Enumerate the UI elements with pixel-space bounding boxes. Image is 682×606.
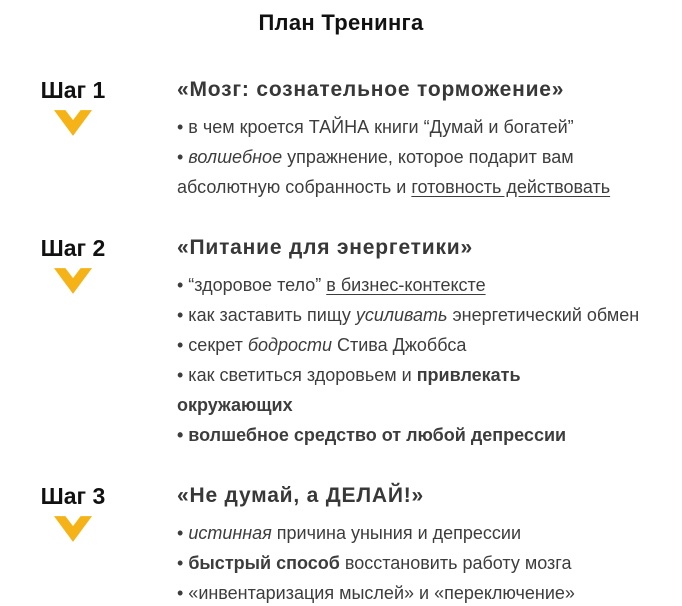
step-label: Шаг 2: [40, 235, 106, 261]
bullet-line: [177, 142, 680, 172]
text-segment: • как светиться здоровьем и: [177, 365, 417, 385]
bullet-line: [177, 300, 680, 330]
text-segment: • «инвентаризация мыслей» и «переключение»: [177, 583, 575, 603]
text-segment: • секрет: [177, 335, 248, 355]
text-segment: •: [177, 147, 189, 167]
text-segment: причина уныния и депрессии: [271, 523, 522, 543]
text-segment: энергетический обмен: [447, 305, 640, 325]
step-label: Шаг 3: [40, 483, 106, 509]
text-segment: Стива Джоббса: [331, 335, 467, 355]
section-heading: «Питание для энергетики»: [177, 236, 473, 259]
bullet-line: [177, 578, 680, 606]
bullet-line: [177, 112, 680, 142]
bullet-list: [177, 270, 680, 450]
section-heading: «Не думай, а ДЕЛАЙ!»: [177, 484, 425, 507]
content-column: [177, 234, 682, 450]
text-segment: • волшебное средство от любой депрессии: [177, 425, 567, 445]
chevron-down-icon: [54, 110, 92, 136]
text-segment: абсолютную собранность и: [177, 177, 412, 197]
section-step-1: [0, 76, 682, 202]
text-segment: готовность действовать: [411, 177, 611, 197]
bullet-line: [177, 330, 680, 360]
step-label: Шаг 1: [40, 77, 106, 103]
text-segment: истинная: [188, 523, 272, 543]
bullet-line: [177, 390, 680, 420]
text-segment: •: [177, 523, 189, 543]
step-column: [0, 76, 177, 141]
content-column: [177, 482, 682, 606]
text-segment: в бизнес-контексте: [326, 275, 486, 295]
text-segment: • в чем кроется ТАЙНА книги “Думай и богатей”: [177, 117, 574, 137]
bullet-line: [177, 518, 680, 548]
text-segment: восстановить работу мозга: [339, 553, 572, 573]
text-segment: быстрый способ: [188, 553, 340, 573]
text-segment: привлекать: [416, 365, 521, 385]
bullet-line: [177, 360, 680, 390]
bullet-line: [177, 270, 680, 300]
section-step-3: [0, 482, 682, 606]
step-column: [0, 482, 177, 547]
page-title: План Тренинга: [258, 10, 424, 35]
step-column: [0, 234, 177, 299]
section-step-2: [0, 234, 682, 450]
section-heading: «Мозг: сознательное торможение»: [177, 78, 565, 101]
bullet-line: [177, 172, 680, 202]
chevron-down-icon: [54, 516, 92, 542]
bullet-list: [177, 112, 680, 202]
text-segment: • “здоровое тело”: [177, 275, 327, 295]
bullet-list: [177, 518, 680, 606]
text-segment: окружающих: [177, 395, 293, 415]
text-segment: волшебное: [188, 147, 283, 167]
content-column: [177, 76, 682, 202]
chevron-down-icon: [54, 268, 92, 294]
text-segment: усиливать: [355, 305, 448, 325]
text-segment: бодрости: [247, 335, 332, 355]
text-segment: упражнение, которое подарит вам: [282, 147, 574, 167]
bullet-line: [177, 420, 680, 450]
bullet-line: [177, 548, 680, 578]
text-segment: •: [177, 553, 189, 573]
text-segment: • как заставить пищу: [177, 305, 356, 325]
